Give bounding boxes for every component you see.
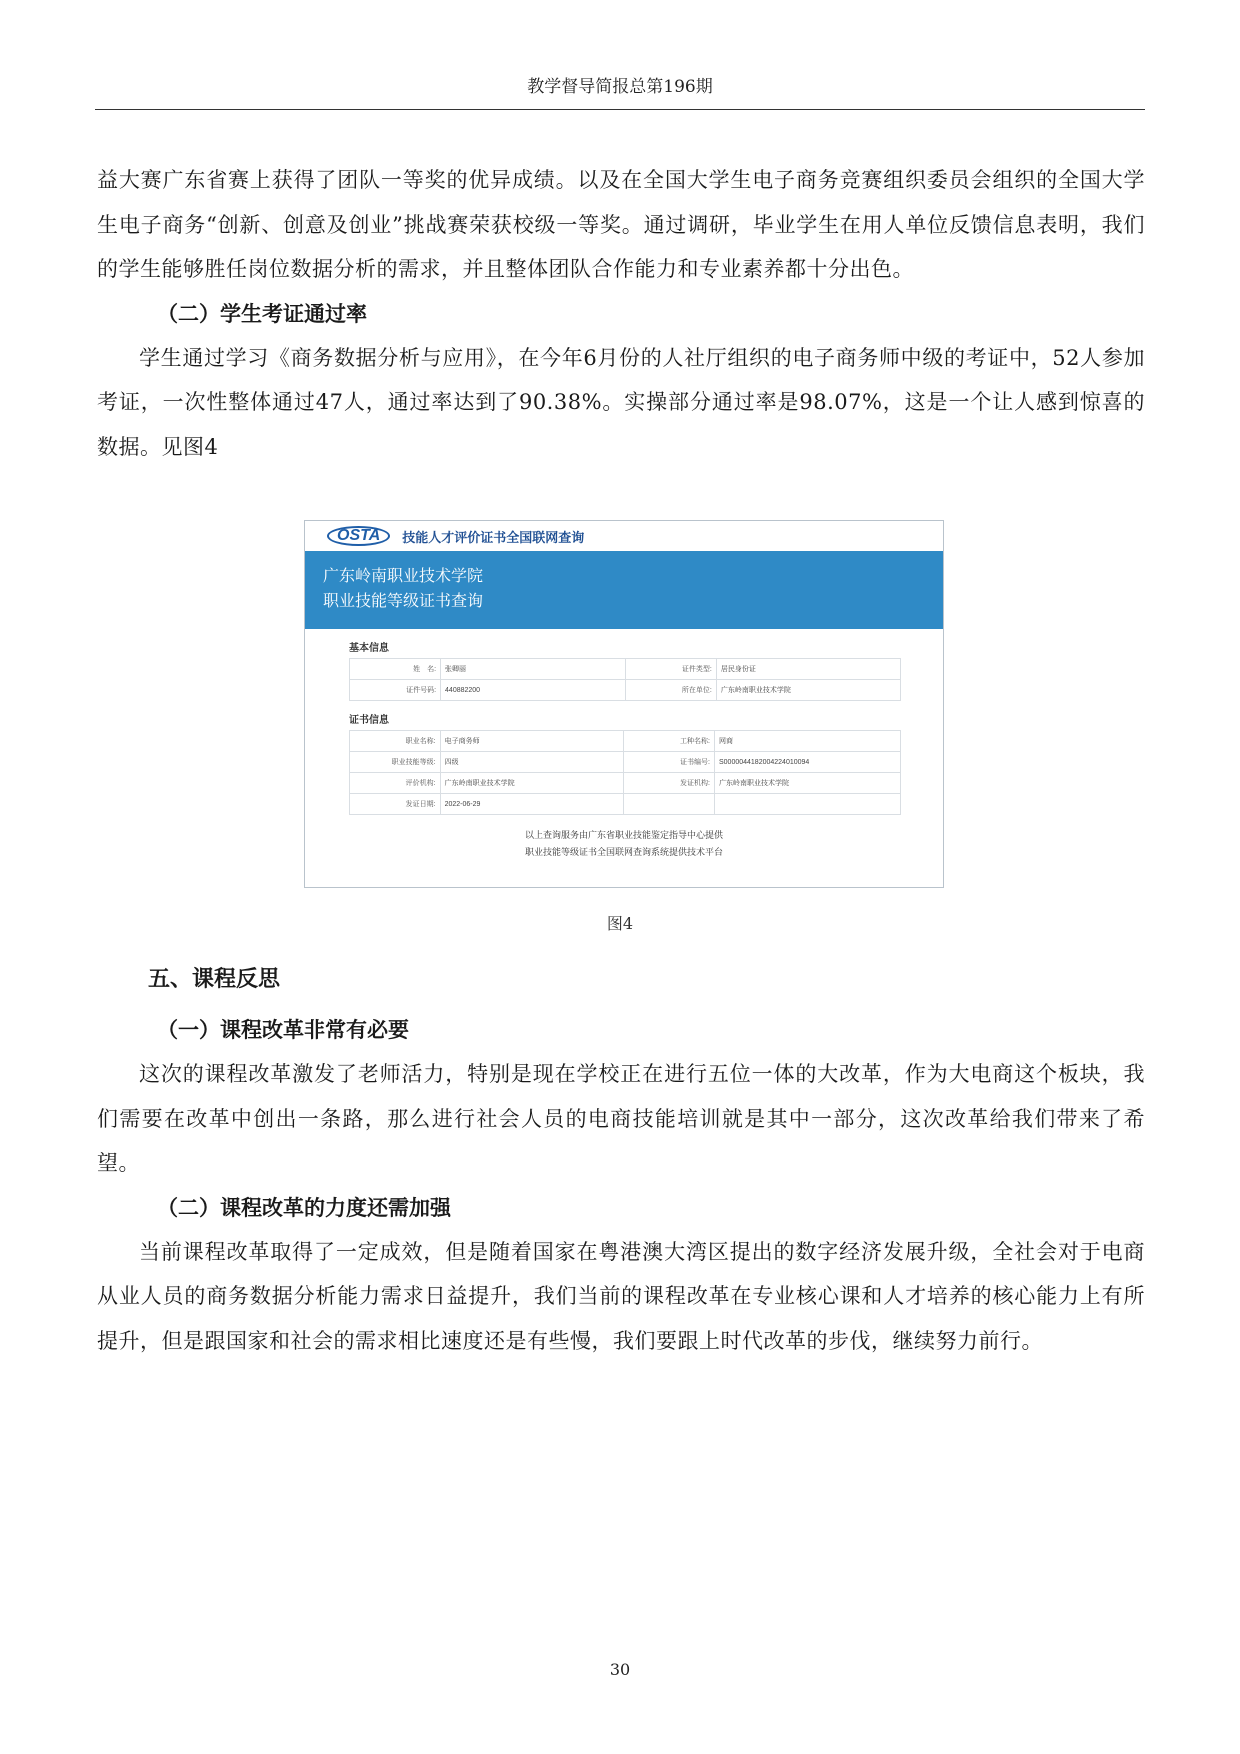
paragraph-certification: 学生通过学习《商务数据分析与应用》，在今年6月份的人社厅组织的电子商务师中级的考证中，52人参加考证，一次性整体通过47人，通过率达到了90.38%。实操部分通过率是98.07%，这是一个让人感到惊喜的数据。见图4 [97, 345, 1145, 459]
basic-info-table [349, 658, 901, 701]
basic-info-title: 基本信息 [349, 643, 389, 654]
field-label: 证件号码: [350, 680, 441, 701]
cert-info-title: 证书信息 [349, 715, 389, 726]
subheading-reform-strength: （二）课程改革的力度还需加强 [157, 1195, 451, 1220]
osta-title: 技能人才评价证书全国联网查询 [402, 529, 585, 545]
query-banner [305, 551, 943, 629]
field-label: 评价机构: [350, 773, 441, 794]
subheading-reform-necessary: （一）课程改革非常有必要 [157, 1018, 409, 1042]
page-number: 30 [609, 1660, 631, 1679]
section-title-reflection: 五、课程反思 [148, 967, 281, 992]
field-label [624, 794, 715, 815]
field-value: 网商 [714, 731, 900, 752]
field-value: 张卿丽 [441, 659, 626, 680]
table-row [350, 773, 901, 794]
field-label: 工种名称: [624, 731, 715, 752]
top-content [97, 158, 1145, 469]
field-label: 所在单位: [625, 680, 716, 701]
field-value: 广东岭南职业技术学院 [716, 680, 900, 701]
osta-logo-icon: OSTA [327, 526, 390, 546]
field-label: 姓 名: [350, 659, 441, 680]
table-row [350, 659, 901, 680]
banner-school: 广东岭南职业技术学院 [323, 566, 484, 585]
field-value: 居民身份证 [716, 659, 900, 680]
banner-query-title: 职业技能等级证书查询 [323, 591, 484, 610]
field-value: 广东岭南职业技术学院 [440, 773, 624, 794]
field-label: 发证机构: [624, 773, 715, 794]
field-value: 广东岭南职业技术学院 [714, 773, 900, 794]
paragraph-continued: 益大赛广东省赛上获得了团队一等奖的优异成绩。以及在全国大学生电子商务竞赛组织委员会组织的全国大学生电子商务“创新、创意及创业”挑战赛荣获校级一等奖。通过调研，毕业学生在用人单位反馈信息表明，我们的学生能够胜任岗位数据分析的需求，并且整体团队合作能力和专业素养都十分出色。 [97, 168, 1145, 281]
subheading-certification-rate: （二）学生考证通过率 [157, 301, 367, 326]
paragraph-reform-strength: 当前课程改革取得了一定成效，但是随着国家在粤港澳大湾区提出的数字经济发展升级，全社会对于电商从业人员的商务数据分析能力需求日益提升，我们当前的课程改革在专业核心课和人才培养的核心能力上有所提升，但是跟国家和社会的需求相比速度还是有些慢，我们要跟上时代改革的步伐，继续努力前行。 [97, 1239, 1145, 1353]
table-row [350, 680, 901, 701]
figure-certificate-query [304, 520, 944, 888]
field-value: 440882200 [441, 680, 626, 701]
footer-line-2: 职业技能等级证书全国联网查询系统提供技术平台 [524, 847, 723, 857]
field-label: 发证日期: [350, 794, 441, 815]
field-label: 证书编号: [624, 752, 715, 773]
reflection-content [97, 1008, 1145, 1363]
field-value [714, 794, 900, 815]
field-value: S000004418200422401009​4 [714, 752, 900, 773]
cert-info-table [349, 730, 901, 815]
osta-header [305, 521, 943, 551]
figure-caption: 图4 [606, 914, 634, 933]
field-label: 职业名称: [350, 731, 441, 752]
field-label: 职业技能等级: [350, 752, 441, 773]
figure-footer [305, 827, 943, 861]
running-header: 教学督导简报总第196期 [95, 72, 1145, 110]
field-label: 证件类型: [625, 659, 716, 680]
table-row [350, 794, 901, 815]
field-value: 2022-06-29 [440, 794, 624, 815]
field-value: 电子商务师 [440, 731, 624, 752]
table-row [350, 731, 901, 752]
paragraph-reform-necessary: 这次的课程改革激发了老师活力，特别是现在学校正在进行五位一体的大改革，作为大电商这个板块，我们需要在改革中创出一条路，那么进行社会人员的电商技能培训就是其中一部分，这次改革给我们带来了希望。 [97, 1062, 1145, 1175]
footer-line-1: 以上查询服务由广东省职业技能鉴定指导中心提供 [524, 830, 723, 840]
table-row [350, 752, 901, 773]
field-value: 四级 [440, 752, 624, 773]
